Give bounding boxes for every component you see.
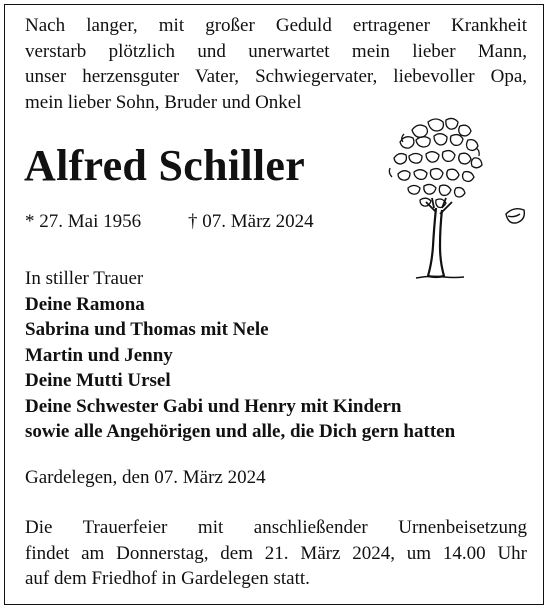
death-date: † 07. März 2024 [188,211,314,232]
falling-leaf-icon [506,209,524,223]
mourners-heading: In stiller Trauer [25,268,144,289]
birth-date: * 27. Mai 1956 [25,211,142,232]
deceased-name: Alfred Schiller [24,141,306,190]
place-date: Gardelegen, den 07. März 2024 [25,467,266,488]
life-dates [25,210,314,234]
ceremony-line: auf dem Friedhof in Gardelegen statt. [25,568,310,589]
intro-line: Nach langer, mit großer Geduld ertragener Krankheit [25,15,527,36]
intro-line: verstarb plötzlich und unerwartet mein lieber Mann, [25,40,527,62]
ceremony-line: findet am Donnerstag, dem 21. März 2024, um 14.00 Uhr [25,542,527,564]
intro-line: mein lieber Sohn, Bruder und Onkel [25,91,302,113]
mourner-name: Sabrina und Thomas mit Nele [25,319,269,340]
mourner-name: Deine Ramona [25,293,145,315]
intro-line: unser herzensguter Vater, Schwiegervater, liebevoller Opa, [25,66,527,87]
ceremony-line: Die Trauerfeier mit anschließender Urnenbeisetzung [25,517,527,538]
mourner-name: Martin und Jenny [25,344,173,366]
mourner-name: Deine Mutti Ursel [25,370,171,391]
ceremony-text [25,515,527,592]
mourners-section [25,266,530,445]
intro-text [25,13,527,115]
mourner-name: sowie alle Angehörigen und alle, die Dich gern hatten [25,421,456,442]
mourner-name: Deine Schwester Gabi und Henry mit Kindern [25,395,402,417]
tree-icon [372,112,532,287]
